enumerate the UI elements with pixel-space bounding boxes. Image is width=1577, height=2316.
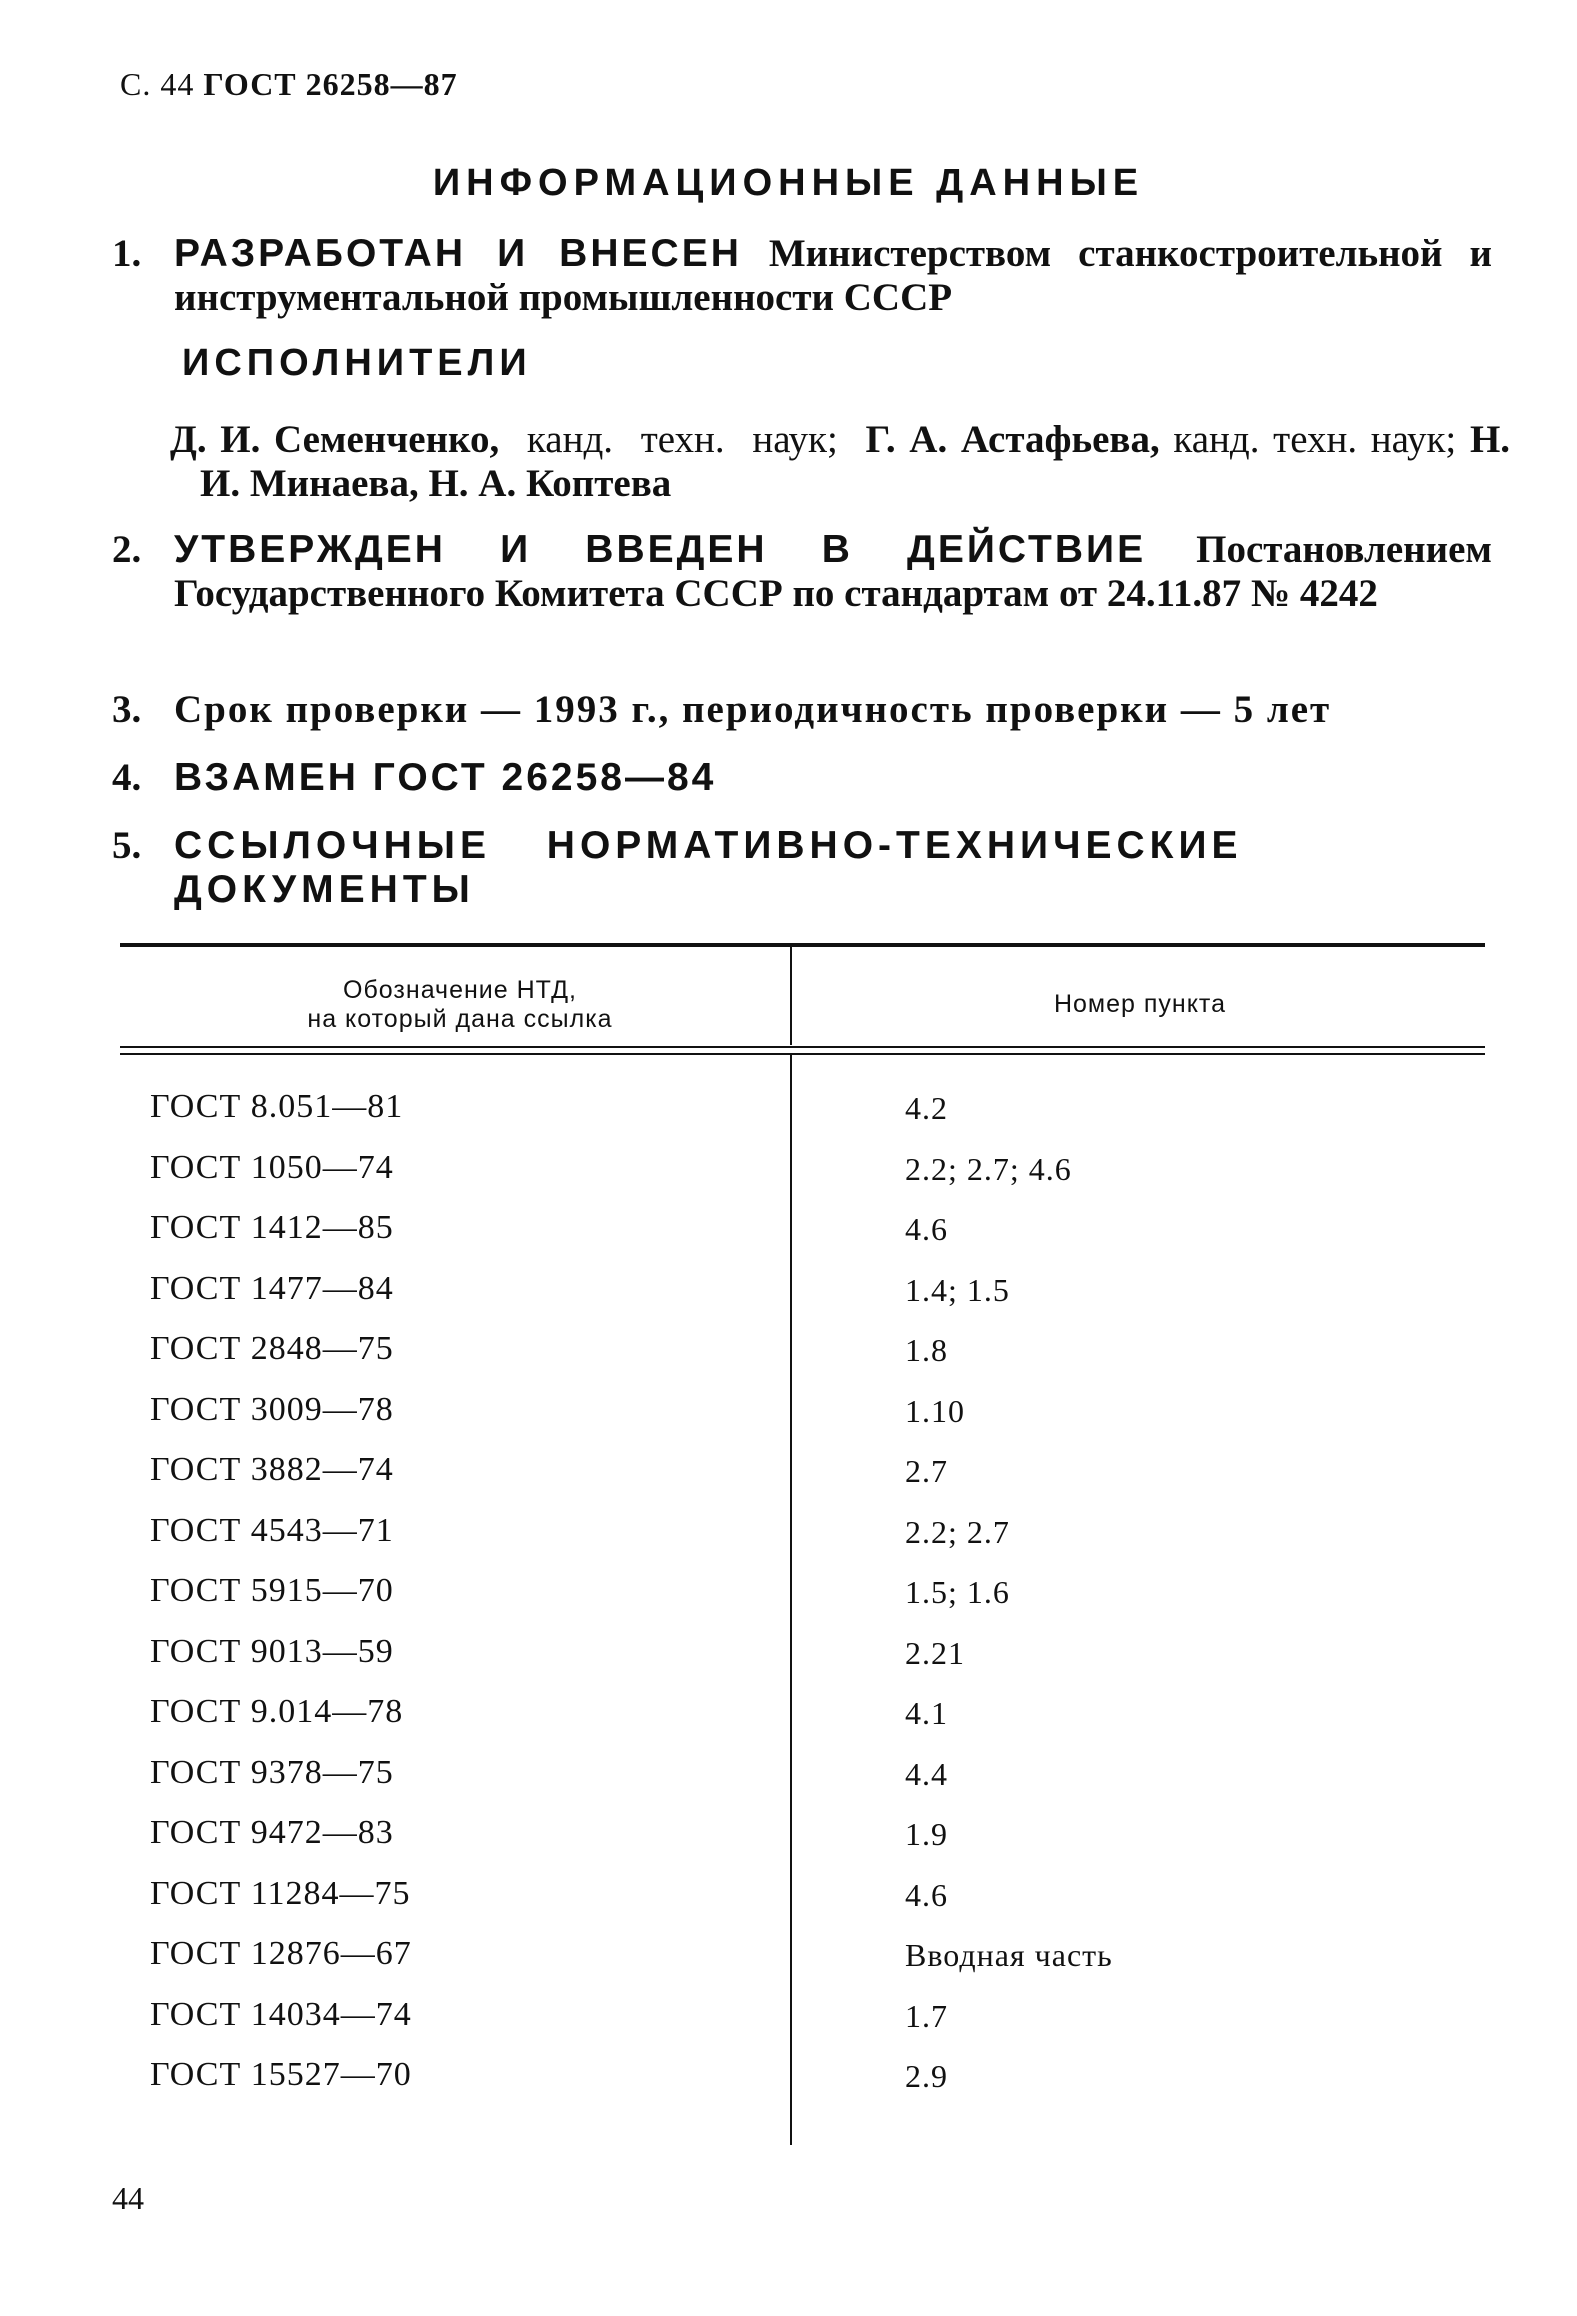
table-row-clause: 2.7 bbox=[905, 1453, 948, 1489]
table-row-clause: 4.2 bbox=[905, 1090, 948, 1126]
table-row-document: ГОСТ 12876—67 bbox=[150, 1935, 412, 1972]
col-header-designation-l1: Обозначение НТД, bbox=[343, 976, 577, 1004]
table-row-document: ГОСТ 9472—83 bbox=[150, 1814, 394, 1851]
performer-2-degree: канд. техн. наук; bbox=[1159, 418, 1470, 461]
table-row-document: ГОСТ 3009—78 bbox=[150, 1391, 394, 1428]
table-row-document: ГОСТ 11284—75 bbox=[150, 1875, 411, 1912]
table-row-clause: 1.10 bbox=[905, 1393, 965, 1429]
item-3-number: 3. bbox=[112, 688, 142, 731]
table-row-document: ГОСТ 1050—74 bbox=[150, 1149, 394, 1186]
item-3 bbox=[112, 688, 1492, 732]
item-4-number: 4. bbox=[112, 756, 142, 799]
item-5 bbox=[112, 824, 1492, 912]
item-4 bbox=[112, 756, 1492, 800]
table-row-clause: 1.9 bbox=[905, 1816, 948, 1852]
table-row-document: ГОСТ 3882—74 bbox=[150, 1451, 394, 1488]
header-standard: ГОСТ 26258—87 bbox=[203, 66, 458, 102]
performer-1-degree: канд. техн. наук; bbox=[499, 418, 866, 461]
table-row-clause: Вводная часть bbox=[905, 1937, 1113, 1973]
section-title: ИНФОРМАЦИОННЫЕ ДАННЫЕ bbox=[432, 162, 1145, 204]
item-2 bbox=[112, 528, 1492, 616]
table-row-clause: 2.9 bbox=[905, 2058, 948, 2094]
table-row-document: ГОСТ 9013—59 bbox=[150, 1633, 394, 1670]
table-row-document: ГОСТ 14034—74 bbox=[150, 1996, 412, 2033]
table-header-rule-1 bbox=[120, 1046, 1485, 1048]
table-row-document: ГОСТ 1412—85 bbox=[150, 1209, 394, 1246]
item-4-caps: ВЗАМЕН ГОСТ 26258—84 bbox=[174, 756, 717, 799]
table-row-clause: 1.4; 1.5 bbox=[905, 1272, 1010, 1308]
performers-list bbox=[170, 418, 1510, 506]
item-2-text: Постановлением Государственного Комитета СССР по стандартам от 24.11.87 № 4242 bbox=[174, 528, 1492, 615]
item-3-text: Срок проверки — 1993 г., периодичность проверки — 5 лет bbox=[174, 688, 1332, 731]
table-row-document: ГОСТ 1477—84 bbox=[150, 1270, 394, 1307]
table-row-clause: 4.1 bbox=[905, 1695, 948, 1731]
table-row-document: ГОСТ 15527—70 bbox=[150, 2056, 412, 2093]
table-top-rule bbox=[120, 943, 1485, 947]
col-header-designation bbox=[200, 976, 720, 1034]
page-header bbox=[120, 66, 458, 103]
table-row-document: ГОСТ 5915—70 bbox=[150, 1572, 394, 1609]
table-row-clause: 4.6 bbox=[905, 1211, 948, 1247]
col-header-designation-l2: на который дана ссылка bbox=[307, 1005, 613, 1033]
item-2-number: 2. bbox=[112, 528, 142, 571]
performer-3-names: Н. И. Минаева, Н. А. Коптева bbox=[200, 418, 1511, 505]
table-row-clause: 2.21 bbox=[905, 1635, 965, 1671]
performer-1-name: Д. И. Семенченко, bbox=[170, 418, 500, 461]
table-row-document: ГОСТ 9.014—78 bbox=[150, 1693, 404, 1730]
col-header-clause: Номер пункта bbox=[1053, 990, 1227, 1018]
table-row-clause: 1.8 bbox=[905, 1332, 948, 1368]
table-row-clause: 4.6 bbox=[905, 1877, 948, 1913]
table-row-clause: 1.7 bbox=[905, 1998, 948, 2034]
table-row-clause: 1.5; 1.6 bbox=[905, 1574, 1010, 1610]
item-5-number: 5. bbox=[112, 824, 142, 867]
page-number: 44 bbox=[112, 2180, 144, 2216]
table-row-document: ГОСТ 8.051—81 bbox=[150, 1088, 404, 1125]
table-column-divider bbox=[790, 1055, 792, 2145]
item-5-caps: ССЫЛОЧНЫЕ НОРМАТИВНО-ТЕХНИЧЕСКИЕ ДОКУМЕНТЫ bbox=[174, 824, 1243, 911]
item-1 bbox=[112, 232, 1492, 320]
table-row-document: ГОСТ 9378—75 bbox=[150, 1754, 394, 1791]
table-row-document: ГОСТ 4543—71 bbox=[150, 1512, 394, 1549]
item-2-caps: УТВЕРЖДЕН И ВВЕДЕН В ДЕЙСТВИЕ bbox=[174, 528, 1147, 571]
performer-2-name: Г. А. Астафьева, bbox=[865, 418, 1160, 461]
table-header-divider bbox=[790, 947, 792, 1045]
table-row-clause: 4.4 bbox=[905, 1756, 948, 1792]
item-1-text: Министерством станкостроительной и инструментальной промышленности СССР bbox=[174, 232, 1492, 319]
item-1-caps: РАЗРАБОТАН И ВНЕСЕН bbox=[174, 232, 742, 275]
performers-heading: ИСПОЛНИТЕЛИ bbox=[182, 342, 532, 384]
table-row-clause: 2.2; 2.7; 4.6 bbox=[905, 1151, 1072, 1187]
table-row-document: ГОСТ 2848—75 bbox=[150, 1330, 394, 1367]
table-header-rule-2 bbox=[120, 1053, 1485, 1055]
item-1-number: 1. bbox=[112, 232, 142, 275]
table-row-clause: 2.2; 2.7 bbox=[905, 1514, 1010, 1550]
page-label: С. 44 bbox=[120, 66, 195, 102]
